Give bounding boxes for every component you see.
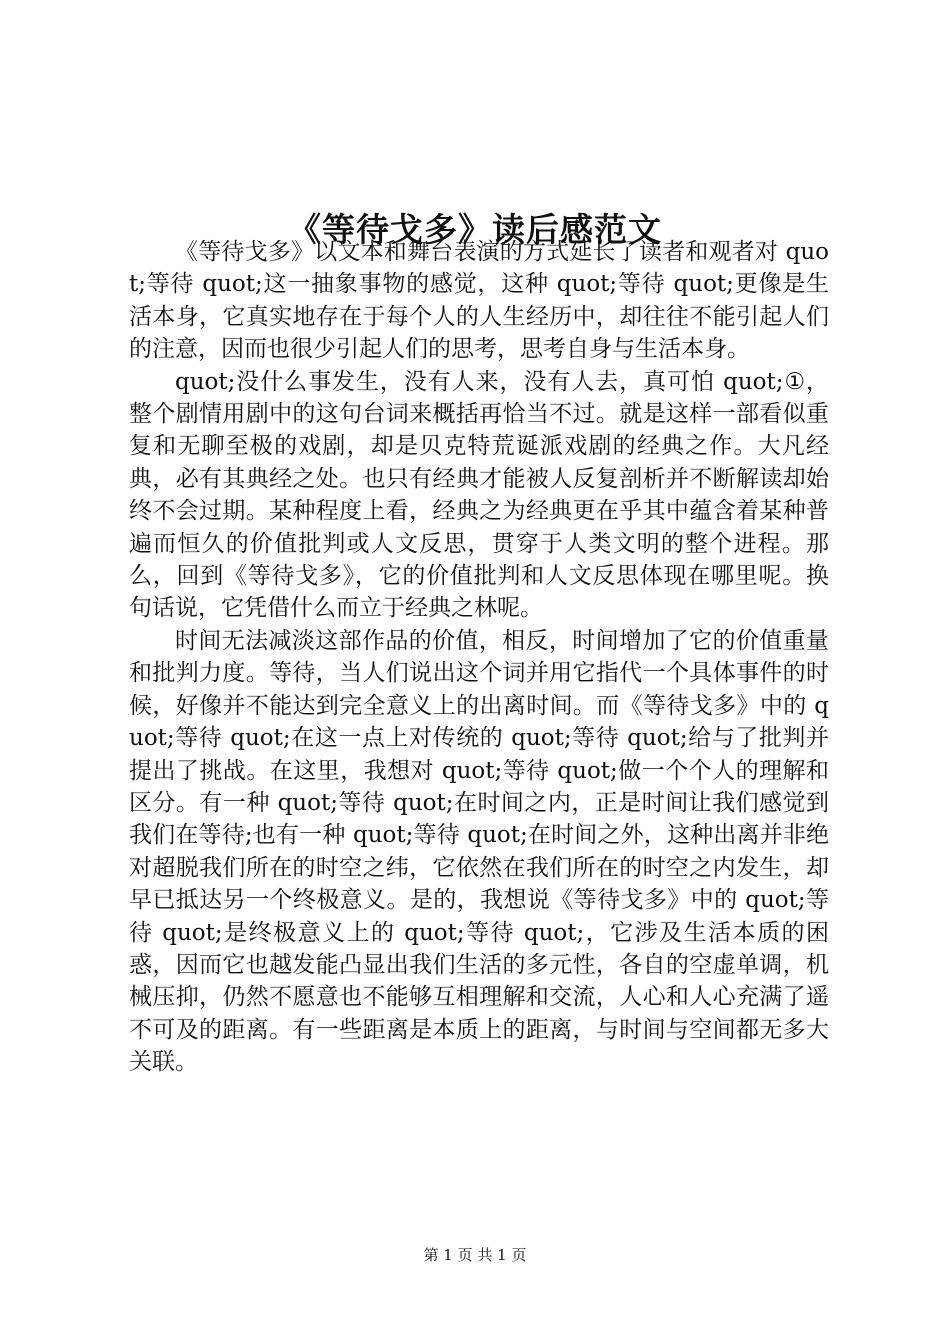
paragraph-3: 时间无法减淡这部作品的价值，相反，时间增加了它的价值重量和批判力度。等待，当人们说出这个词并用它指代一个具体事件的时候，好像并不能达到完全意义上的出离时间。而《等待戈多》中的 quot;等待 quot;在这一点上对传统的 quot;等待 quot;给与了批判并提出了挑战。在这里，我想对 quot;等待 quot;做一个个人的理解和区分。有一种 quot;等待 quot;在时间之内，正是时间让我们感觉到我们在等待;也有一种 quot;等待 quot;在时间之外，这种出离并非绝对超脱我们所在的时空之纬，它依然在我们所在的时空之内发生，却早已抵达另一个终极意义。是的，我想说《等待戈多》中的 quot;等待 quot;是终极意义上的 quot;等待 quot;，它涉及生活本质的困惑，因而它也越发能凸显出我们生活的多元性，各自的空虚单调，机械压抑，仍然不愿意也不能够互相理解和交流，人心和人心充满了遥不可及的距离。有一些距离是本质上的距离，与时间与空间都无多大关联。: [129, 627, 829, 1076]
page-footer: 第 1 页 共 1 页: [423, 1246, 527, 1264]
paragraph-2: quot;没什么事发生，没有人来，没有人去，真可怕 quot;①，整个剧情用剧中的这句台词来概括再恰当不过。就是这样一部看似重复和无聊至极的戏剧，却是贝克特荒诞派戏剧的经典之作。大凡经典，必有其典经之处。也只有经典才能被人反复剖析并不断解读却始终不会过期。某种程度上看，经典之为经典更在乎其中蕴含着某种普遍而恒久的价值批判或人文反思，贯穿于人类文明的整个进程。那么，回到《等待戈多》，它的价值批判和人文反思体现在哪里呢。换句话说，它凭借什么而立于经典之林呢。: [129, 368, 829, 622]
document-body: [129, 236, 829, 1079]
document-title: 《等待戈多》读后感范文: [288, 210, 662, 250]
paragraph-1: 《等待戈多》以文本和舞台表演的方式延长了读者和观者对 quot;等待 quot;这一抽象事物的感觉，这种 quot;等待 quot;更像是生活本身，它真实地存在于每个人的人生经历中，却往往不能引起人们的注意，因而也很少引起人们的思考，思考自身与生活本身。: [129, 239, 829, 363]
